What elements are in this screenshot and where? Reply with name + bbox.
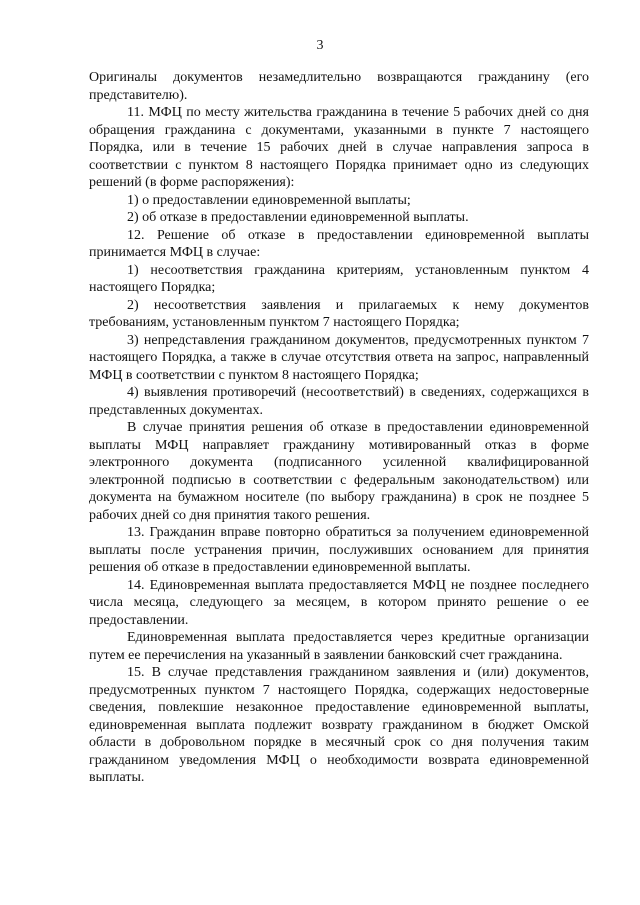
document-body xyxy=(89,69,589,787)
paragraph-11: 11. МФЦ по месту жительства гражданина в течение 5 рабочих дней со дня обращения гражданина с документами, указанными в пункте 7 настоящего Порядка, или в течение 15 рабочих дней в случае направления запроса в соответствии с пунктом 8 настоящего Порядка принимает одно из следующих решений (в форме распоряжения): xyxy=(89,105,589,190)
paragraph-12-item-4: 4) выявления противоречий (несоответствий) в сведениях, содержащихся в представленных документах. xyxy=(89,385,589,418)
paragraph-13: 13. Гражданин вправе повторно обратиться за получением единовременной выплаты после устранения причин, послуживших основанием для принятия решения об отказе в предоставлении единовременной выплаты. xyxy=(89,525,589,575)
paragraph-refusal-notice: В случае принятия решения об отказе в предоставлении единовременной выплаты МФЦ направляет гражданину мотивированный отказ в форме электронного документа (подписанного усиленной квалифицированной электронной подписью в соответствии с федеральным законодательством) или документа на бумажном носителе (по выбору гражданина) в срок не позднее 5 рабочих дней со дня принятия такого решения. xyxy=(89,420,589,523)
paragraph-11-item-2: 2) об отказе в предоставлении единовременной выплаты. xyxy=(127,210,469,225)
paragraph-12-item-3: 3) непредставления гражданином документов, предусмотренных пунктом 7 настоящего Порядка, а также в случае отсутствия ответа на запрос, направленный МФЦ в соответствии с пунктом 8 настоящего Порядка; xyxy=(89,332,589,383)
paragraph-11-item-1: 1) о предоставлении единовременной выплаты; xyxy=(127,192,411,208)
paragraph-14: 14. Единовременная выплата предоставляется МФЦ не позднее последнего числа месяца, следующего за месяцем, в котором принято решение о ее предоставлении. xyxy=(89,577,589,628)
paragraph-payment-method: Единовременная выплата предоставляется через кредитные организации путем ее перечисления на указанный в заявлении банковский счет гражданина. xyxy=(89,630,589,663)
paragraph-12-item-1: 1) несоответствия гражданина критериям, установленным пунктом 4 настоящего Порядка; xyxy=(89,262,589,295)
paragraph-12-item-2: 2) несоответствия заявления и прилагаемых к нему документов требованиям, установленным пунктом 7 настоящего Порядка; xyxy=(89,297,589,330)
paragraph-15: 15. В случае представления гражданином заявления и (или) документов, предусмотренных пунктом 7 настоящего Порядка, содержащих недостоверные сведения, повлекшие незаконное предоставление единовременной выплаты, единовременная выплата подлежит возврату гражданином в бюджет Омской области в добровольном порядке в месячный срок со дня получения таким гражданином уведомления МФЦ о необходимости возврата единовременной выплаты. xyxy=(89,665,589,785)
page-number: 3 xyxy=(316,38,324,53)
paragraph-originals-returned: Оригиналы документов незамедлительно возвращаются гражданину (его представителю). xyxy=(89,70,589,103)
paragraph-12: 12. Решение об отказе в предоставлении единовременной выплаты принимается МФЦ в случае: xyxy=(89,227,589,260)
